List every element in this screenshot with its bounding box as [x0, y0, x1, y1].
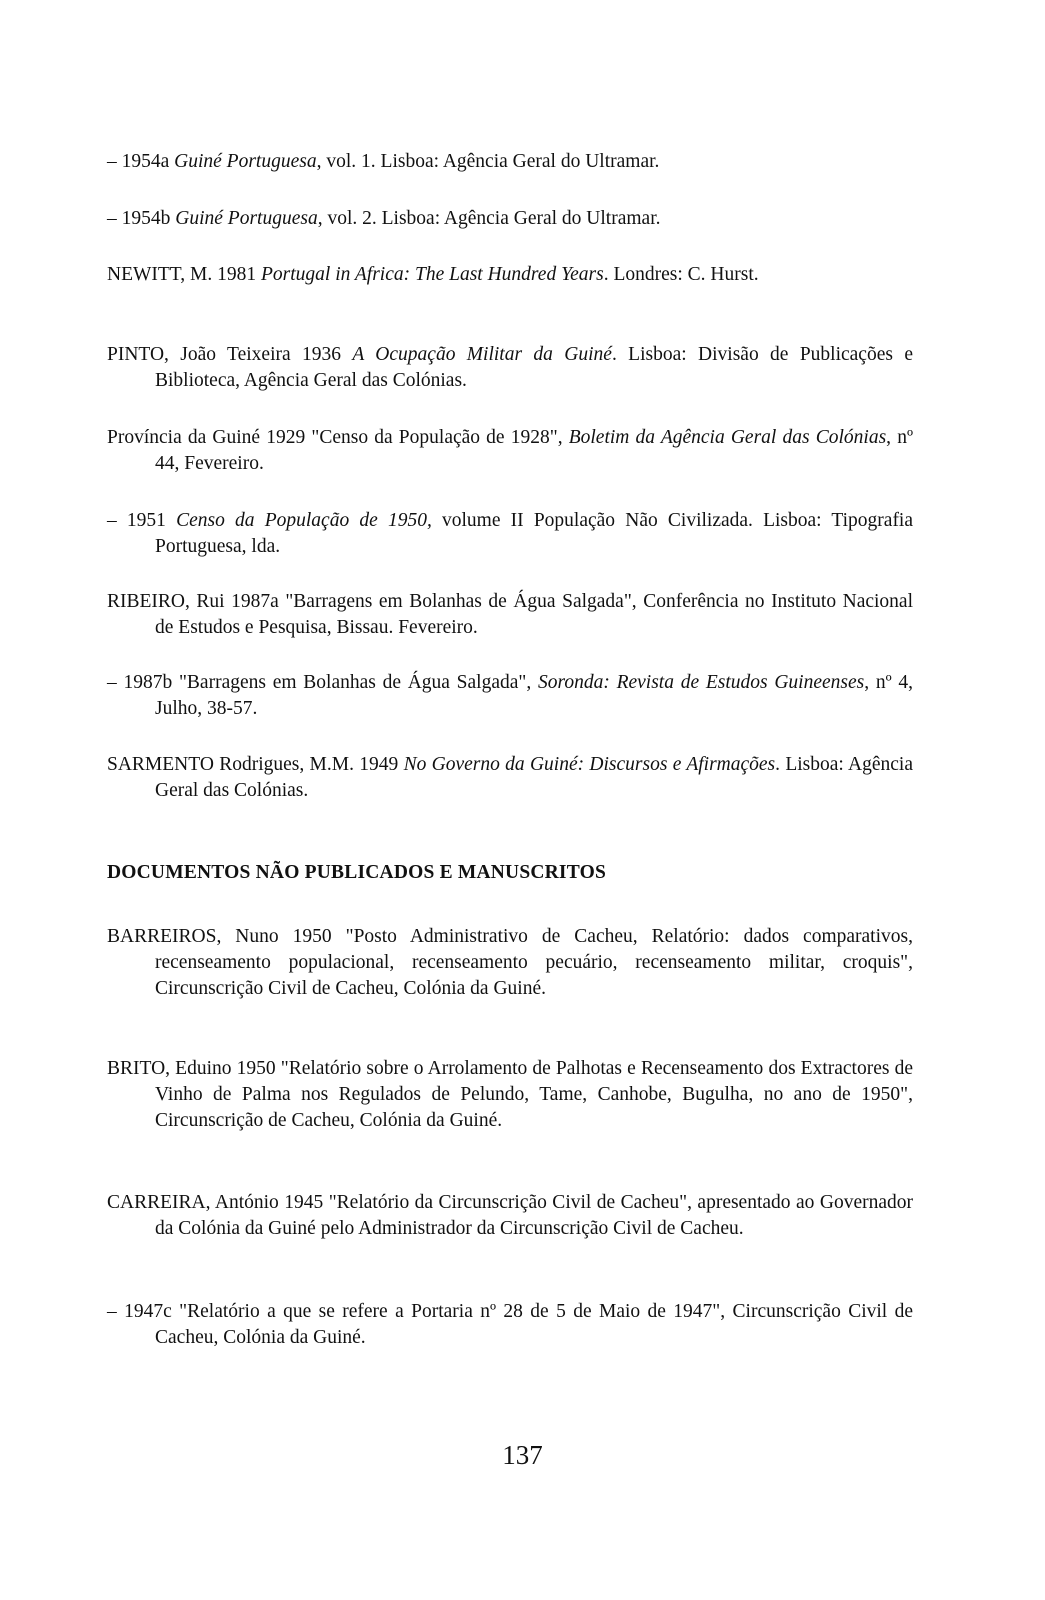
reference-entry: CARREIRA, António 1945 "Relatório da Circunscrição Civil de Cacheu", apresentado ao Governador da Colónia da Guiné pelo Administrador da Circunscrição Civil de Cacheu. — [107, 1192, 913, 1239]
reference-entry: NEWITT, M. 1981 Portugal in Africa: The Last Hundred Years. Londres: C. Hurst. — [107, 264, 759, 285]
reference-entry: – 1947c "Relatório a que se refere a Portaria nº 28 de 5 de Maio de 1947", Circunscrição Civil de Cacheu, Colónia da Guiné. — [107, 1301, 913, 1348]
reference-entry: – 1954a Guiné Portuguesa, vol. 1. Lisboa: Agência Geral do Ultramar. — [107, 151, 660, 172]
reference-entry: – 1951 Censo da População de 1950, volume II População Não Civilizada. Lisboa: Tipografia Portuguesa, lda. — [107, 510, 914, 557]
reference-entry: PINTO, João Teixeira 1936 A Ocupação Militar da Guiné. Lisboa: Divisão de Publicações e Biblioteca, Agência Geral das Colónias. — [107, 344, 913, 391]
page-number: 137 — [502, 1440, 543, 1470]
reference-entry: BARREIROS, Nuno 1950 "Posto Administrativo de Cacheu, Relatório: dados comparativos, recenseamento populacional, recenseamento pecuário, recenseamento militar, croquis", Circunscrição Civil de Cacheu, Colónia da Guiné. — [107, 926, 913, 999]
reference-entry: SARMENTO Rodrigues, M.M. 1949 No Governo da Guiné: Discursos e Afirmações. Lisboa: Agência Geral das Colónias. — [107, 754, 913, 801]
section-heading: DOCUMENTOS NÃO PUBLICADOS E MANUSCRITOS — [107, 862, 606, 883]
reference-entry: – 1987b "Barragens em Bolanhas de Água Salgada", Soronda: Revista de Estudos Guineenses, nº 4, Julho, 38-57. — [107, 672, 913, 719]
reference-entry: BRITO, Eduino 1950 "Relatório sobre o Arrolamento de Palhotas e Recenseamento dos Extractores de Vinho de Palma nos Regulados de Pelundo, Tame, Canhobe, Bugulha, no ano de 1950", Circunscrição de Cacheu, Colónia da Guiné. — [107, 1058, 913, 1131]
reference-entry: Província da Guiné 1929 "Censo da População de 1928", Boletim da Agência Geral das Colónias, nº 44, Fevereiro. — [107, 427, 913, 474]
reference-entry: – 1954b Guiné Portuguesa, vol. 2. Lisboa: Agência Geral do Ultramar. — [107, 208, 661, 229]
reference-entry: RIBEIRO, Rui 1987a "Barragens em Bolanhas de Água Salgada", Conferência no Instituto Nacional de Estudos e Pesquisa, Bissau. Fevereiro. — [107, 591, 913, 638]
